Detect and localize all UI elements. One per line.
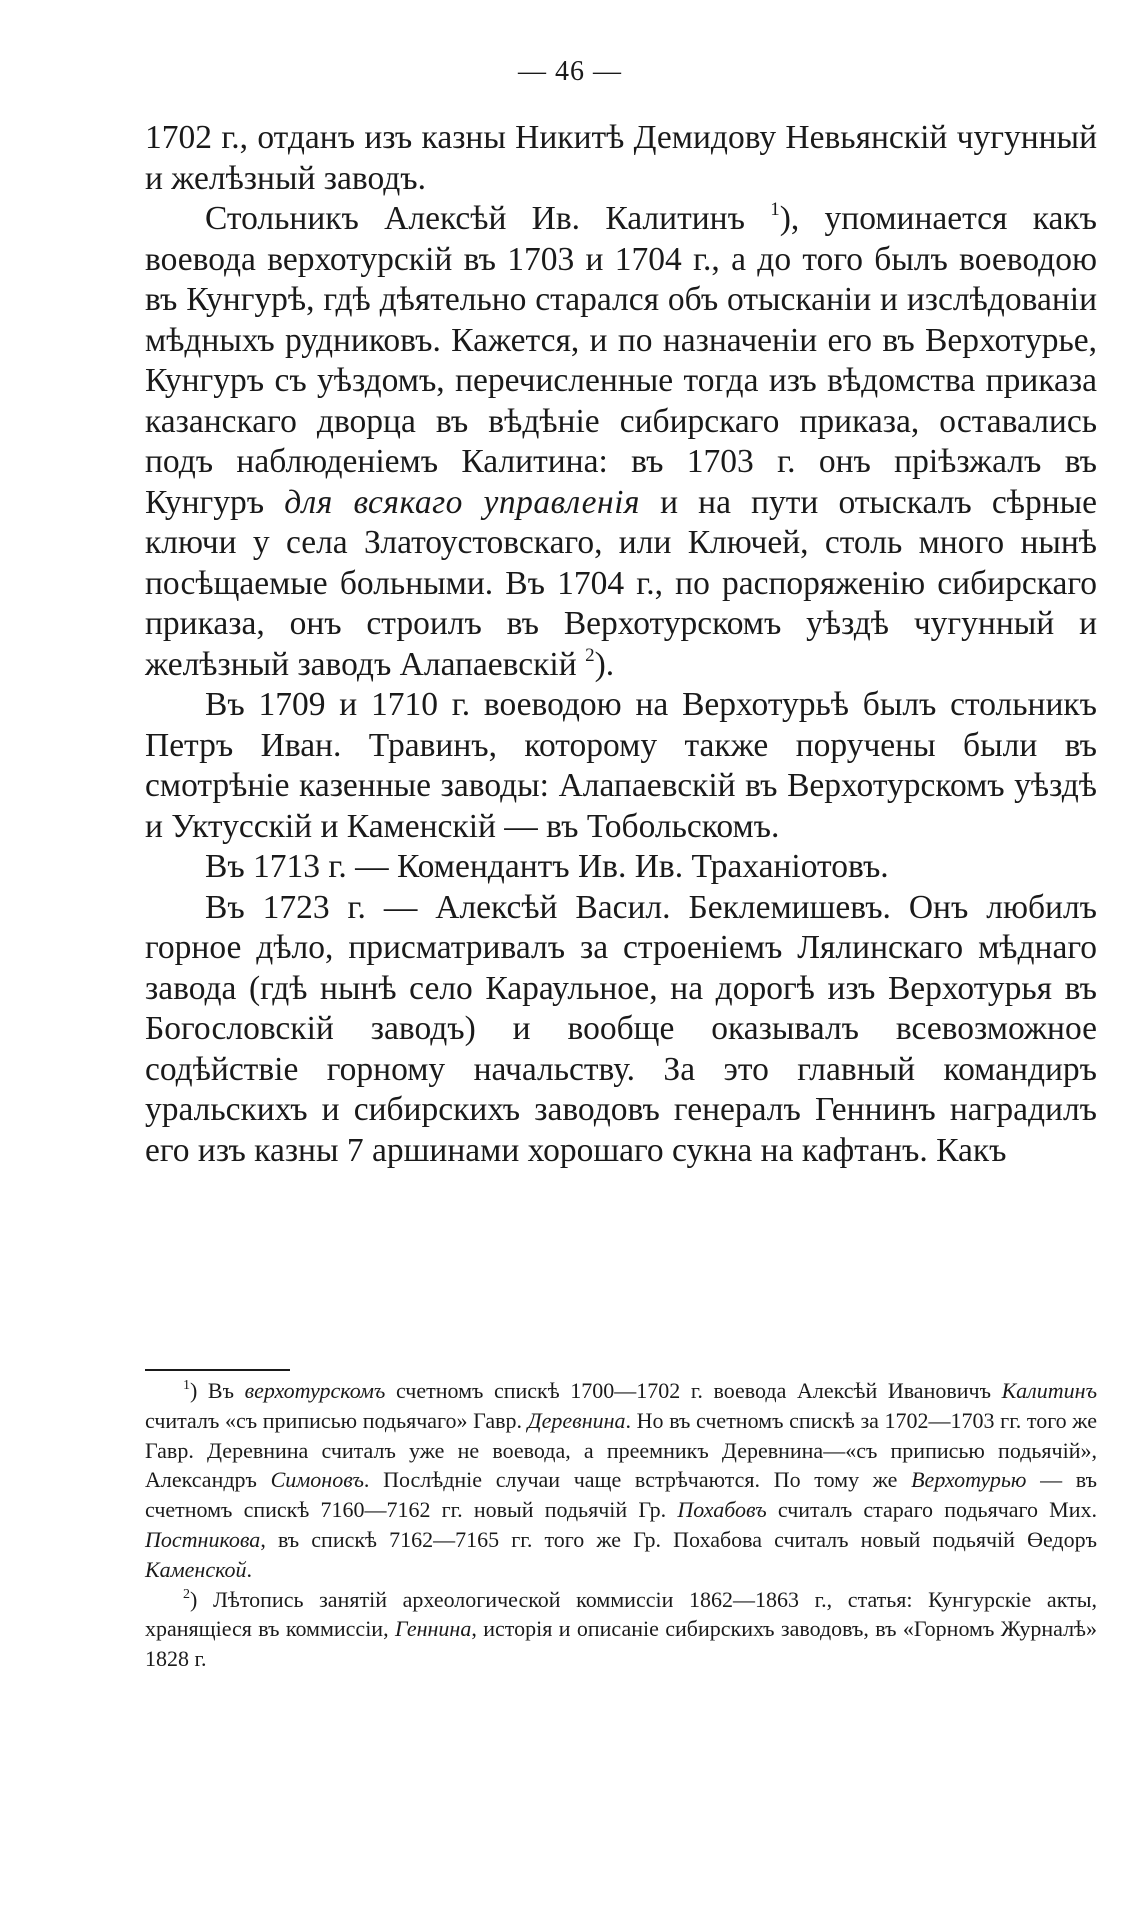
text-run: ). — [594, 645, 615, 683]
text-run: Въ 1713 г. — Комендантъ Ив. Ив. Траханіотовъ. — [205, 848, 889, 885]
text-run: . Послѣдніе случаи чаще встрѣчаются. По тому же — [363, 1467, 912, 1493]
paragraph — [145, 118, 1097, 199]
italic-text: Деревнина — [527, 1407, 626, 1433]
text-run: считалъ «съ приписью подьячаго» Гавр. — [145, 1407, 528, 1433]
main-text — [145, 118, 1097, 1171]
italic-text: Каменской — [145, 1556, 247, 1582]
text-run: считалъ стараго подьячаго Мих. — [766, 1497, 1097, 1523]
footnote-marker: 2 — [585, 644, 595, 666]
text-run: . Но въ счетномъ спискѣ за 1702—1703 гг. того же Гавр. Деревнина считалъ уже не воевода, а преемникъ Деревнина—«съ приписью подьячій», Александръ — [145, 1407, 1097, 1493]
footnote-separator — [145, 1369, 290, 1371]
text-run: счетномъ спискѣ 1700—1702 г. воевода Алексѣй Ивановичъ — [385, 1378, 1002, 1403]
italic-text: Калитинъ — [1001, 1378, 1097, 1403]
paragraph — [145, 685, 1097, 847]
footnotes — [145, 1376, 1097, 1674]
paragraph — [145, 847, 1097, 888]
text-run: , исторія и описаніе сибирскихъ заводовъ, въ «Горномъ Журналѣ» 1828 г. — [145, 1616, 1098, 1672]
text-run: Въ 1709 и 1710 г. воеводою на Верхотурьѣ былъ стольникъ Петръ Иван. Травинъ, которому также поручены были въ смотрѣніе казенные заводы: Алапаевскій въ Верхотурскомъ уѣздѣ и Уктусскій и Каменскій — въ Тобольскомъ. — [145, 686, 1097, 845]
italic-text: Похабовъ — [677, 1497, 767, 1523]
text-run: ), упоминается какъ воевода верхотурскій въ 1703 и 1704 г., а до того былъ воеводою въ Кунгурѣ, гдѣ дѣятельно старался объ отысканіи и изслѣдованіи мѣдныхъ рудниковъ. Кажется, и по назначеніи его въ Верхотурье, Кунгуръ съ уѣздомъ, перечисленные тогда изъ вѣдомства приказа казанскаго дворца въ вѣдѣніе сибирскаго приказа, оставались подъ наблюденіемъ Калитина: въ 1703 г. онъ пріѣзжалъ въ Кунгуръ — [145, 200, 1097, 521]
footnote-marker: 2 — [183, 1586, 190, 1602]
footnote — [145, 1376, 1097, 1585]
italic-text: Симоновъ — [270, 1467, 364, 1493]
paragraph — [145, 888, 1097, 1172]
text-run: 1702 г., отданъ изъ казны Никитѣ Демидову Невьянскій чугунный и желѣзный заводъ. — [145, 119, 1097, 197]
paragraph — [145, 199, 1097, 685]
italic-text: Верхотурью — [911, 1467, 1027, 1493]
text-run: — въ счетномъ спискѣ 7160—7162 гг. новый подьячій Гр. — [145, 1467, 1097, 1523]
text-run: . — [246, 1556, 253, 1582]
italic-text: Геннина — [394, 1616, 472, 1642]
text-run: ) Лѣтопись занятій археологической коммиссіи 1862—1863 г., статья: Кунгурскіе акты, хранящіеся въ коммиссіи, — [145, 1586, 1097, 1642]
page-number: — 46 — — [518, 56, 622, 87]
italic-text: верхотурскомъ — [244, 1378, 386, 1403]
text-run: ) Въ — [190, 1378, 245, 1403]
italic-text: для всякаго управленія — [284, 483, 640, 521]
footnote-marker: 1 — [770, 199, 780, 220]
text-run: Стольникъ Алексѣй Ив. Калитинъ — [205, 200, 771, 237]
text-run: , въ спискѣ 7162—7165 гг. того же Гр. Похабова считалъ новый подьячій Өедоръ — [260, 1526, 1097, 1552]
footnote — [145, 1585, 1097, 1674]
footnote-marker: 1 — [183, 1378, 190, 1393]
italic-text: Постникова — [145, 1526, 261, 1552]
text-run: Въ 1723 г. — Алексѣй Васил. Беклемишевъ. Онъ любилъ горное дѣло, присматривалъ за строеніемъ Лялинскаго мѣднаго завода (гдѣ нынѣ село Караульное, на дорогѣ изъ Верхотурья въ Богословскій заводъ) и вообще оказывалъ всевозможное содѣйствіе горному начальству. За это главный командиръ уральскихъ и сибирскихъ заводовъ генералъ Геннинъ наградилъ его изъ казны 7 аршинами хорошаго сукна на кафтанъ. Какъ — [145, 888, 1097, 1169]
text-run: и на пути отыскалъ сѣрные ключи у села Златоустовскаго, или Ключей, столь много нынѣ посѣщаемые больными. Въ 1704 г., по распоряженію сибирскаго приказа, онъ строилъ въ Верхотурскомъ уѣздѣ чугунный и желѣзный заводъ Алапаевскій — [145, 483, 1097, 683]
